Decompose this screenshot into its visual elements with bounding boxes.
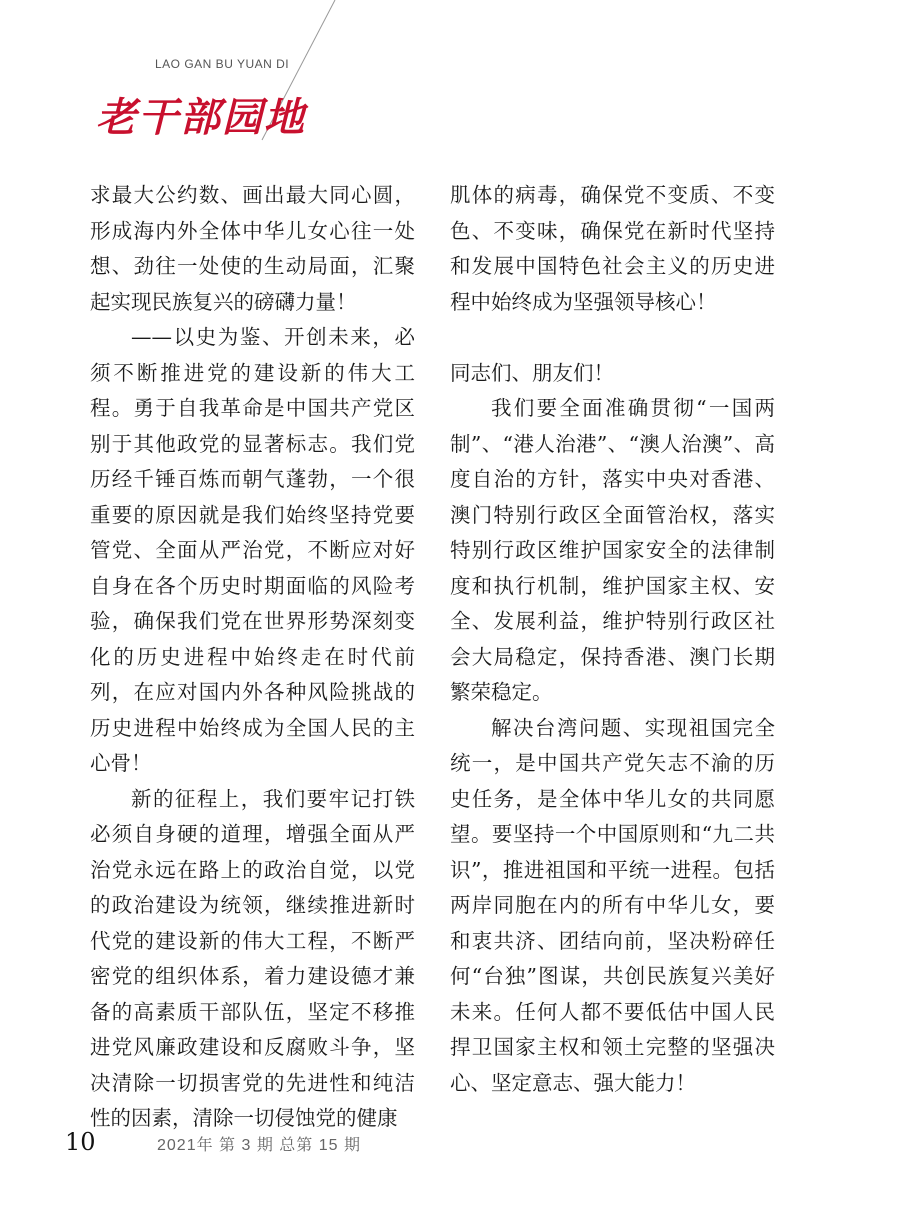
paragraph: 解决台湾问题、实现祖国完全统一，是中国共产党矢志不渝的历史任务，是全体中华儿女的共同愿望。要坚持一个中国原则和“九二共识”，推进祖国和平统一进程。包括两岸同胞在内的所有中华儿女，要和衷共济、团结向前，坚决粉碎任何“台独”图谋，共创民族复兴美好未来。任何人都不要低估中国人民捍卫国家主权和领土完整的坚强决心、坚定意志、强大能力！ <box>450 715 775 1095</box>
issue-info: 2021年 第 3 期 总第 15 期 <box>157 1137 361 1154</box>
paragraph: 求最大公约数、画出最大同心圆，形成海内外全体中华儿女心往一处想、劲往一处使的生动局面，汇聚起实现民族复兴的磅礴力量！ <box>90 183 415 314</box>
page-number: 10 <box>65 1128 96 1156</box>
left-text-column <box>90 178 415 1137</box>
paragraph: 肌体的病毒，确保党不变质、不变色、不变味，确保党在新时代坚持和发展中国特色社会主义的历史进程中始终成为坚强领导核心！ <box>450 183 775 314</box>
paragraph: 新的征程上，我们要牢记打铁必须自身硬的道理，增强全面从严治党永远在路上的政治自觉，以党的政治建设为统领，继续推进新时代党的建设新的伟大工程，不断严密党的组织体系，着力建设德才兼备的高素质干部队伍，坚定不移推进党风廉政建设和反腐败斗争，坚决清除一切损害党的先进性和纯洁性的因素，清除一切侵蚀党的健康 <box>90 786 415 1130</box>
paragraph: 我们要全面准确贯彻“一国两制”、“港人治港”、“澳人治澳”、高度自治的方针，落实中央对香港、澳门特别行政区全面管治权，落实特别行政区维护国家安全的法律制度和执行机制，维护国家主权、安全、发展利益，维护特别行政区社会大局稳定，保持香港、澳门长期繁荣稳定。 <box>450 396 775 704</box>
paragraph: ——以史为鉴、开创未来，必须不断推进党的建设新的伟大工程。勇于自我革命是中国共产党区别于其他政党的显著标志。我们党历经千锤百炼而朝气蓬勃，一个很重要的原因就是我们始终坚持党要管党、全面从严治党，不断应对好自身在各个历史时期面临的风险考验，确保我们党在世界形势深刻变化的历史进程中始终走在时代前列，在应对国内外各种风险挑战的历史进程中始终成为全国人民的主心骨！ <box>90 325 415 775</box>
paragraph: 同志们、朋友们！ <box>450 360 614 385</box>
column-pinyin-label: LAO GAN BU YUAN DI <box>155 57 290 71</box>
column-title: 老干部园地 <box>96 94 306 141</box>
right-text-column <box>450 178 775 1101</box>
